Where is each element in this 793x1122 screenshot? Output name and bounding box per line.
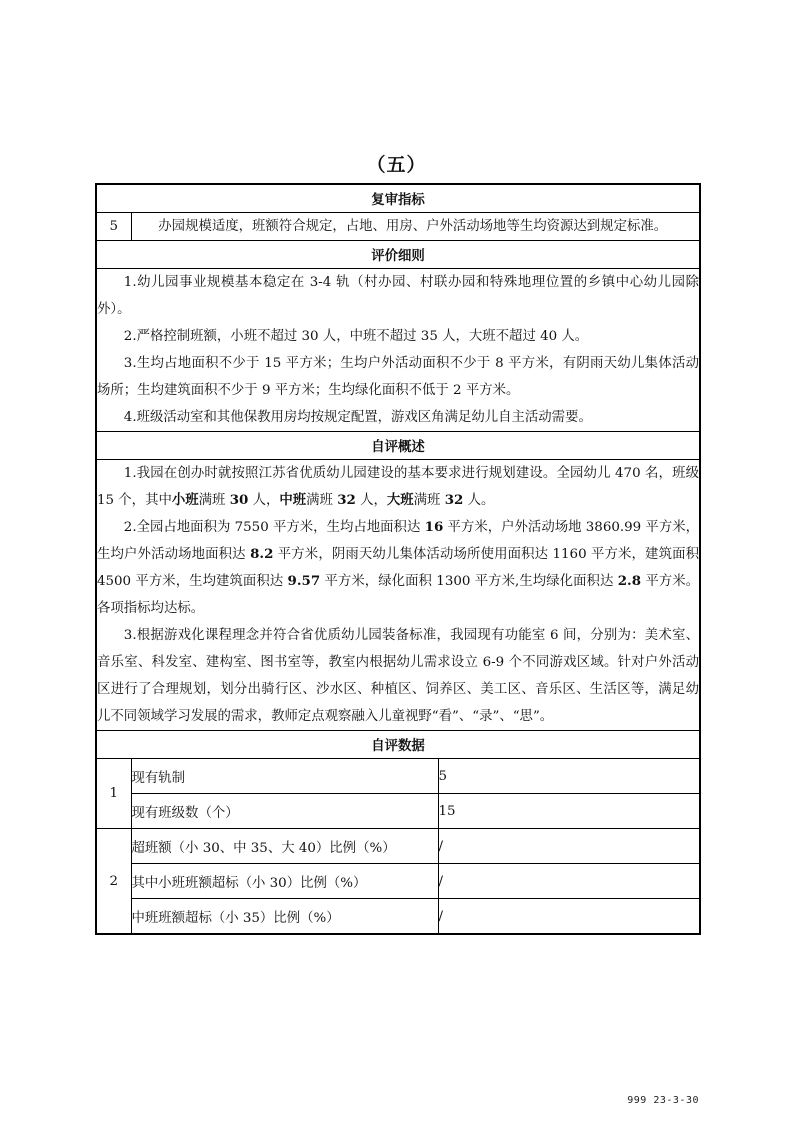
self-eval-body	[96, 460, 700, 731]
review-indicator-number: 5	[96, 213, 131, 241]
data-row-value: /	[438, 829, 700, 864]
self-eval-paragraph-2: 2.全园占地面积为 7550 平方米，生均占地面积达 16 平方米，户外活动场地 3860.99 平方米，生均户外活动场地面积达 8.2 平方米，阴雨天幼儿集体活动场所使用面积达 1160 平方米，建筑面积 4500 平方米，生均建筑面积达 9.57 平方米，绿化面积 1300 平方米,生均绿化面积达 2.8 平方米。各项指标均达标。	[97, 519, 700, 616]
criteria-body	[96, 269, 700, 432]
data-group-number: 2	[96, 829, 131, 935]
self-eval-paragraph-3: 3.根据游戏化课程理念并符合省优质幼儿园装备标准，我园现有功能室 6 间，分别为：美术室、音乐室、科发室、建构室、图书室等，教室内根据幼儿需求设立 6-9 个不同游戏区域。针对户外活动区进行了合理规划，划分出骑行区、沙水区、种植区、饲养区、美工区、音乐区、生活区等，满足幼儿不同领域学习发展的需求，教师定点观察融入儿童视野“看”、“录”、“思”。	[97, 628, 700, 724]
criteria-item: 2.严格控制班额，小班不超过 30 人，中班不超过 35 人，大班不超过 40 人。	[123, 329, 589, 344]
data-row-value: 15	[438, 794, 700, 829]
self-eval-paragraph-1: 1.我园在创办时就按照江苏省优质幼儿园建设的基本要求进行规划建设。全园幼儿 470 名，班级 15 个，其中小班满班 30 人，中班满班 32 人，大班满班 32 人。	[97, 466, 700, 508]
review-indicator-text	[131, 213, 700, 241]
review-indicator-paragraph: 办园规模适度，班额符合规定，占地、用房、户外活动场地等生均资源达到规定标准。	[158, 219, 668, 234]
review-indicator-header: 复审指标	[96, 184, 700, 213]
data-row-label: 现有班级数（个）	[131, 794, 438, 829]
criteria-item: 1.幼儿园事业规模基本稳定在 3-4 轨（村办园、村联办园和特殊地理位置的乡镇中心幼儿园除外）。	[97, 275, 700, 317]
data-row-value: /	[438, 899, 700, 935]
data-row-label: 中班班额超标（小 35）比例（%）	[131, 899, 438, 935]
criteria-item: 4.班级活动室和其他保教用房均按规定配置，游戏区角满足幼儿自主活动需要。	[123, 410, 592, 425]
data-row-label: 超班额（小 30、中 35、大 40）比例（%）	[131, 829, 438, 864]
data-row-value: 5	[438, 759, 700, 794]
criteria-item: 3.生均占地面积不少于 15 平方米；生均户外活动面积不少于 8 平方米，有阴雨天幼儿集体活动场所；生均建筑面积不少于 9 平方米；生均绿化面积不低于 2 平方米。	[97, 356, 700, 398]
data-row-value: /	[438, 864, 700, 899]
self-data-header: 自评数据	[96, 731, 700, 759]
evaluation-table	[95, 183, 701, 935]
data-row-label: 现有轨制	[131, 759, 438, 794]
data-group-number: 1	[96, 759, 131, 829]
data-row-label: 其中小班班额超标（小 30）比例（%）	[131, 864, 438, 899]
criteria-header: 评价细则	[96, 241, 700, 269]
footer-code: 999 23-3-30	[627, 1095, 699, 1106]
page-title: （五）	[366, 154, 427, 176]
self-eval-header: 自评概述	[96, 432, 700, 460]
